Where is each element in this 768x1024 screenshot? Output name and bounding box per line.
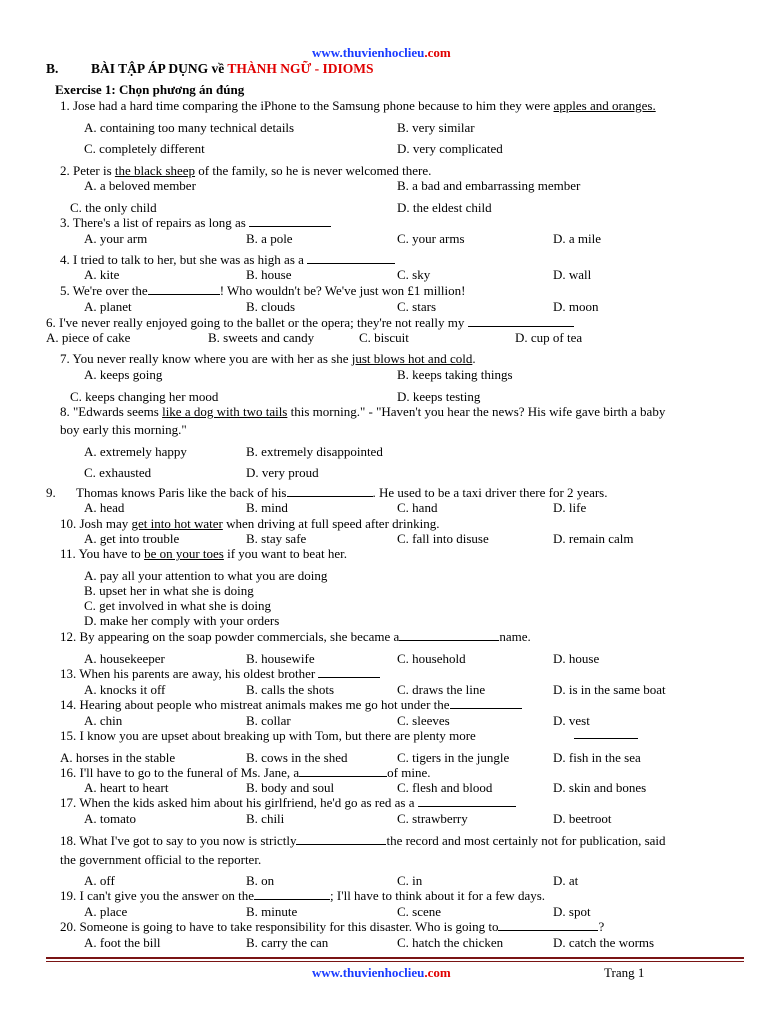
answer-blank[interactable] [299,765,387,777]
q13-option-b[interactable]: B. calls the shots [246,682,335,697]
q4-option-b[interactable]: B. house [246,267,292,282]
question-8: 8. "Edwards seems like a dog with two tails this morning." - "Haven't you hear the news? His wife gave birth a baby [60,404,666,419]
q19-option-a[interactable]: A. place [84,904,128,919]
question-14: 14. Hearing about people who mistreat animals makes me go hot under the [60,697,522,712]
q17-option-a[interactable]: A. tomato [84,811,136,826]
q14-option-d[interactable]: D. vest [553,713,590,728]
q10-option-a[interactable]: A. get into trouble [84,531,180,546]
q19-option-c[interactable]: C. scene [397,904,442,919]
question-11: 11. You have to be on your toes if you want to beat her. [60,546,347,561]
q6-option-c[interactable]: C. biscuit [359,330,409,345]
q3-option-c[interactable]: C. your arms [397,231,465,246]
q10-option-b[interactable]: B. stay safe [246,531,307,546]
section-title: BÀI TẬP ÁP DỤNG về THÀNH NGỮ - IDIOMS [91,61,374,76]
q8-option-c[interactable]: C. exhausted [84,465,152,480]
q7-option-d[interactable]: D. keeps testing [397,389,481,404]
q5-option-d[interactable]: D. moon [553,299,599,314]
question-12: 12. By appearing on the soap powder commercials, she became a name. [60,629,531,644]
question-9: Thomas knows Paris like the back of his . He used to be a taxi driver there for 2 years. [76,485,608,500]
q3-option-b[interactable]: B. a pole [246,231,293,246]
q18-option-d[interactable]: D. at [553,873,579,888]
question-18-line2: the government official to the reporter. [60,852,262,867]
q20-option-d[interactable]: D. catch the worms [553,935,655,950]
q13-option-a[interactable]: A. knocks it off [84,682,166,697]
q5-option-c[interactable]: C. stars [397,299,436,314]
q19-option-b[interactable]: B. minute [246,904,298,919]
q12-option-c[interactable]: C. household [397,651,466,666]
q7-option-a[interactable]: A. keeps going [84,367,163,382]
question-19: 19. I can't give you the answer on the ; I'll have to think about it for a few days. [60,888,546,903]
section-letter: B. [46,61,59,76]
q6-option-d[interactable]: D. cup of tea [515,330,583,345]
q11-option-c[interactable]: C. get involved in what she is doing [84,598,272,613]
q16-option-b[interactable]: B. body and soul [246,780,335,795]
answer-blank[interactable] [450,697,522,709]
q20-option-c[interactable]: C. hatch the chicken [397,935,504,950]
question-8-line2: boy early this morning." [60,422,187,437]
q9-option-d[interactable]: D. life [553,500,587,515]
answer-blank[interactable] [307,252,395,264]
q15-option-a[interactable]: A. horses in the stable [60,750,176,765]
question-5: 5. We're over the ! Who wouldn't be? We've just won £1 million! [60,283,466,298]
q10-option-c[interactable]: C. fall into disuse [397,531,489,546]
q9-option-c[interactable]: C. hand [397,500,438,515]
q13-option-c[interactable]: C. draws the line [397,682,486,697]
question-10: 10. Josh may get into hot water when driving at full speed after drinking. [60,516,440,531]
q1-option-a[interactable]: A. containing too many technical details [84,120,295,135]
q6-option-a[interactable]: A. piece of cake [46,330,131,345]
question-6: 6. I've never really enjoyed going to the ballet or the opera; they're not really my [46,315,574,330]
answer-blank[interactable] [249,215,331,227]
q8-option-b[interactable]: B. extremely disappointed [246,444,383,459]
question-17: 17. When the kids asked him about his girlfriend, he'd go as red as a [60,795,516,810]
q15-option-d[interactable]: D. fish in the sea [553,750,641,765]
q11-option-d[interactable]: D. make her comply with your orders [84,613,280,628]
answer-blank[interactable] [574,726,638,739]
question-3: 3. There's a list of repairs as long as [60,215,331,230]
question-2: 2. Peter is the black sheep of the family, so he is never welcomed there. [60,163,432,178]
q16-option-a[interactable]: A. heart to heart [84,780,169,795]
answer-blank[interactable] [418,795,516,807]
q17-option-c[interactable]: C. strawberry [397,811,468,826]
q11-option-a[interactable]: A. pay all your attention to what you are doing [84,568,328,583]
question-16: 16. I'll have to go to the funeral of Ms. Jane, a of mine. [60,765,431,780]
q4-option-a[interactable]: A. kite [84,267,120,282]
question-1: 1. Jose had a hard time comparing the iPhone to the Samsung phone because to him they were apples and oranges. [60,98,656,113]
q7-option-b[interactable]: B. keeps taking things [397,367,513,382]
q12-option-d[interactable]: D. house [553,651,600,666]
q1-option-c[interactable]: C. completely different [84,141,205,156]
answer-blank[interactable] [468,315,574,327]
answer-blank[interactable] [254,888,330,900]
q5-option-b[interactable]: B. clouds [246,299,296,314]
q2-option-c[interactable]: C. the only child [70,200,157,215]
q15-option-c[interactable]: C. tigers in the jungle [397,750,510,765]
q18-option-c[interactable]: C. in [397,873,423,888]
q19-option-d[interactable]: D. spot [553,904,591,919]
question-7: 7. You never really know where you are with her as she just blows hot and cold. [60,351,476,366]
answer-blank[interactable] [287,485,373,497]
q1-option-b[interactable]: B. very similar [397,120,475,135]
q10-option-d[interactable]: D. remain calm [553,531,634,546]
q11-option-b[interactable]: B. upset her in what she is doing [84,583,254,598]
q2-option-d[interactable]: D. the eldest child [397,200,492,215]
q14-option-b[interactable]: B. collar [246,713,291,728]
q3-option-a[interactable]: A. your arm [84,231,148,246]
header-site-link[interactable]: www.thuvienhoclieu.com [312,45,451,60]
q15-option-b[interactable]: B. cows in the shed [246,750,348,765]
footer-site-link[interactable]: www.thuvienhoclieu.com [312,965,451,980]
q17-option-d[interactable]: D. beetroot [553,811,612,826]
question-9-num: 9. [46,485,56,500]
q18-option-a[interactable]: A. off [84,873,115,888]
q12-option-b[interactable]: B. housewife [246,651,315,666]
q8-option-d[interactable]: D. very proud [246,465,319,480]
q3-option-d[interactable]: D. a mile [553,231,602,246]
q7-option-c[interactable]: C. keeps changing her mood [70,389,219,404]
q20-option-b[interactable]: B. carry the can [246,935,329,950]
answer-blank[interactable] [296,833,386,845]
q12-option-a[interactable]: A. housekeeper [84,651,165,666]
q6-option-b[interactable]: B. sweets and candy [208,330,315,345]
q4-option-d[interactable]: D. wall [553,267,592,282]
q17-option-b[interactable]: B. chili [246,811,285,826]
q20-option-a[interactable]: A. foot the bill [84,935,161,950]
answer-blank[interactable] [399,629,499,641]
footer-divider-thin [46,961,744,962]
footer-divider [46,957,744,959]
answer-blank[interactable] [318,666,380,678]
q4-option-c[interactable]: C. sky [397,267,431,282]
answer-blank[interactable] [498,919,598,931]
answer-blank[interactable] [148,283,220,295]
question-15: 15. I know you are upset about breaking up with Tom, but there are plenty more [60,728,476,743]
q14-option-c[interactable]: C. sleeves [397,713,450,728]
q8-option-a[interactable]: A. extremely happy [84,444,187,459]
question-4: 4. I tried to talk to her, but she was as high as a [60,252,395,267]
q2-option-b[interactable]: B. a bad and embarrassing member [397,178,581,193]
q18-option-b[interactable]: B. on [246,873,275,888]
question-18: 18. What I've got to say to you now is strictly the record and most certainly not for publication, said [60,833,666,848]
q16-option-c[interactable]: C. flesh and blood [397,780,493,795]
q16-option-d[interactable]: D. skin and bones [553,780,647,795]
question-20: 20. Someone is going to have to take responsibility for this disaster. Who is going to ? [60,919,605,934]
page-number: Trang 1 [604,965,645,980]
q9-option-b[interactable]: B. mind [246,500,288,515]
q9-option-a[interactable]: A. head [84,500,125,515]
question-13: 13. When his parents are away, his oldest brother [60,666,380,681]
q14-option-a[interactable]: A. chin [84,713,123,728]
q13-option-d[interactable]: D. is in the same boat [553,682,666,697]
q5-option-a[interactable]: A. planet [84,299,132,314]
q1-option-d[interactable]: D. very complicated [397,141,503,156]
q2-option-a[interactable]: A. a beloved member [84,178,196,193]
exercise-title: Exercise 1: Chọn phương án đúng [55,82,245,97]
